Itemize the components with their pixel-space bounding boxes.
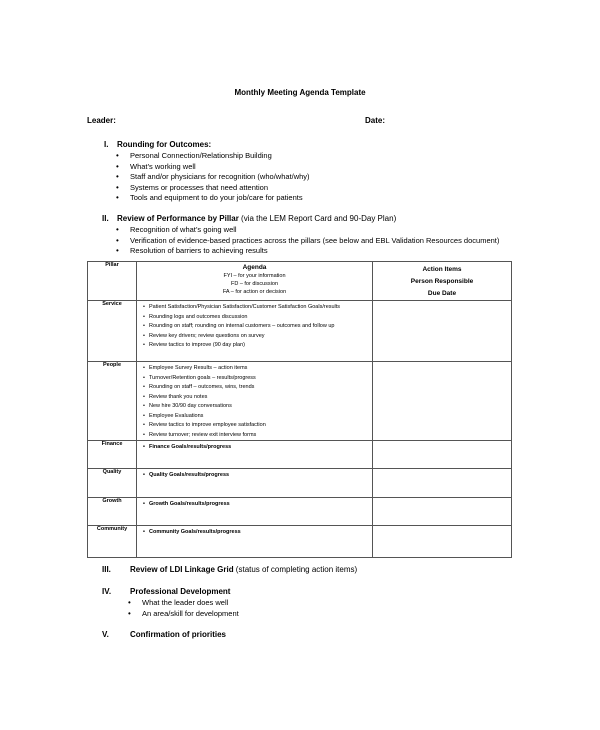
actions-cell: [373, 469, 512, 498]
agenda-item: • Review turnover; review exit interview forms: [143, 431, 372, 441]
document-title: Monthly Meeting Agenda Template: [234, 88, 366, 97]
section-3-title-text: Review of LDI Linkage Grid: [130, 565, 234, 574]
section-2-title: [117, 214, 396, 223]
actions-cell: [373, 526, 512, 558]
table-row: [88, 441, 512, 469]
pillar-header: Pillar: [88, 262, 137, 301]
actions-cell: [373, 362, 512, 441]
section-5-title: Confirmation of priorities: [130, 630, 226, 639]
table-row: [88, 301, 512, 362]
date-label: Date:: [365, 116, 386, 125]
agenda-header-title: Agenda: [242, 264, 267, 271]
section-2-list: [116, 225, 499, 257]
list-item: • What’s working well: [116, 162, 310, 173]
agenda-cell: [137, 362, 373, 441]
section-3-number: III.: [102, 565, 111, 574]
agenda-item: • Patient Satisfaction/Physician Satisfaction/Customer Satisfaction Goals/results: [143, 303, 372, 313]
agenda-item: • Review key drivers; review questions on survey: [143, 332, 372, 342]
section-4-list: [128, 598, 239, 619]
section-2-title-text: Review of Performance by Pillar: [117, 214, 239, 223]
agenda-item: • Community Goals/results/progress: [143, 528, 372, 538]
section-1-number: I.: [104, 140, 109, 149]
section-3-title: [130, 565, 357, 574]
actions-header-line: Person Responsible: [410, 278, 474, 285]
section-4-title: Professional Development: [130, 587, 231, 596]
agenda-item: • Review tactics to improve employee satisfaction: [143, 421, 372, 431]
section-2-number: II.: [102, 214, 109, 223]
pillar-cell: Finance: [88, 441, 137, 469]
agenda-item: • Quality Goals/results/progress: [143, 471, 372, 481]
list-item: • Staff and/or physicians for recognition (who/what/why): [116, 172, 310, 183]
section-3-title-note: (status of completing action items): [233, 565, 358, 574]
list-item: • Resolution of barriers to achieving results: [116, 246, 499, 257]
agenda-item: • Employee Evaluations: [143, 412, 372, 422]
section-1-list: [116, 151, 310, 204]
list-item: • Personal Connection/Relationship Building: [116, 151, 310, 162]
pillar-cell: Service: [88, 301, 137, 362]
table-row: [88, 526, 512, 558]
agenda-header-line: FYI – for your information: [223, 273, 286, 279]
table-row: [88, 362, 512, 441]
agenda-item: • Rounding on staff – outcomes, wins, trends: [143, 383, 372, 393]
agenda-header-line: FA – for action or decision: [222, 289, 287, 295]
pillar-cell: People: [88, 362, 137, 441]
list-item: • Systems or processes that need attention: [116, 183, 310, 194]
pillar-cell: Growth: [88, 498, 137, 526]
list-item: • What the leader does well: [128, 598, 239, 609]
pillar-agenda-table: [87, 261, 512, 558]
list-item: • Tools and equipment to do your job/care for patients: [116, 193, 310, 204]
actions-cell: [373, 301, 512, 362]
section-4-number: IV.: [102, 587, 112, 596]
agenda-item: • Review tactics to improve (90 day plan): [143, 341, 372, 351]
agenda-item: • Growth Goals/results/progress: [143, 500, 372, 510]
agenda-item: • Rounding logs and outcomes discussion: [143, 313, 372, 323]
table-header-row: [88, 262, 512, 301]
actions-header-line: Due Date: [427, 290, 457, 297]
agenda-item: • Employee Survey Results – action items: [143, 364, 372, 374]
agenda-cell: [137, 301, 373, 362]
pillar-cell: Community: [88, 526, 137, 558]
section-2-title-note: (via the LEM Report Card and 90-Day Plan): [238, 214, 397, 223]
section-1-title: Rounding for Outcomes:: [117, 140, 212, 149]
table-row: [88, 498, 512, 526]
list-item: • An area/skill for development: [128, 609, 239, 620]
table-row: [88, 469, 512, 498]
agenda-item: • Finance Goals/results/progress: [143, 443, 372, 453]
actions-cell: [373, 441, 512, 469]
agenda-item: • New hire 30/90 day conversations: [143, 402, 372, 412]
agenda-cell: [137, 526, 373, 558]
pillar-cell: Quality: [88, 469, 137, 498]
actions-cell: [373, 498, 512, 526]
agenda-item: • Review thank you notes: [143, 393, 372, 403]
agenda-header-line: FD – for discussion: [230, 281, 279, 287]
agenda-cell: [137, 498, 373, 526]
actions-header: [373, 262, 512, 301]
list-item: • Recognition of what’s going well: [116, 225, 499, 236]
agenda-cell: [137, 469, 373, 498]
agenda-cell: [137, 441, 373, 469]
leader-label: Leader:: [87, 116, 116, 125]
agenda-item: • Rounding on staff; rounding on internal customers – outcomes and follow up: [143, 322, 372, 332]
actions-header-line: Action Items: [422, 266, 462, 273]
agenda-header: [137, 262, 373, 301]
section-5-number: V.: [102, 630, 109, 639]
list-item: • Verification of evidence-based practices across the pillars (see below and EBL Validation Resources document): [116, 236, 499, 247]
agenda-item: • Turnover/Retention goals – results/progress: [143, 374, 372, 384]
